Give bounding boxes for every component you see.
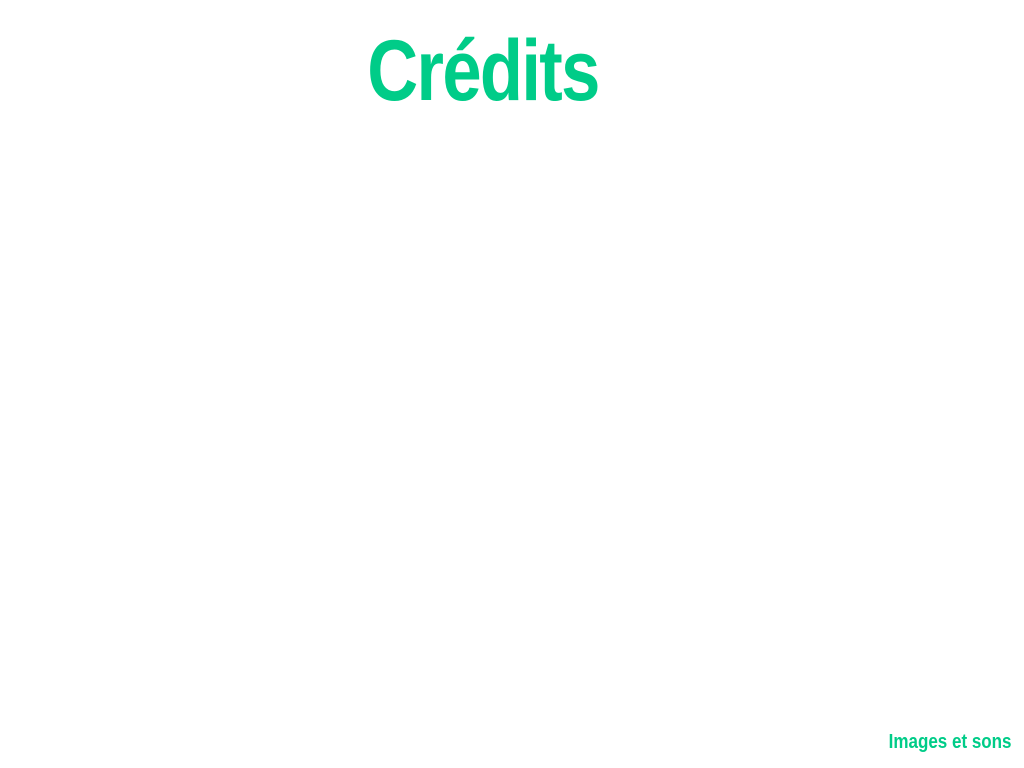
member-role: Développeur [128, 432, 232, 452]
member-name: Baptiste HUOTIN [83, 176, 277, 209]
member-role: Graphiste [140, 222, 220, 242]
credit-member [40, 175, 320, 276]
member-name: Théo COUCHON [695, 176, 885, 209]
credit-member [370, 545, 630, 614]
member-name: Tristan BÉRARD [86, 386, 274, 419]
member-role: Développeur [738, 222, 842, 242]
member-name: Thomas BRAUN [711, 386, 899, 419]
credits-title: Crédits [367, 23, 599, 119]
credit-member [670, 385, 940, 486]
member-role: Développeur [128, 254, 232, 275]
member-role: Game Designer [436, 592, 564, 612]
member-role: Designer [753, 254, 827, 275]
images-and-sounds-link[interactable]: Images et sons [889, 731, 1012, 753]
member-role: Développeur [753, 464, 857, 485]
credit-member [50, 385, 310, 454]
credit-member [660, 175, 920, 276]
member-name: Loïc LECOMTE [413, 546, 587, 579]
member-role: Responsable Technique [709, 432, 901, 452]
